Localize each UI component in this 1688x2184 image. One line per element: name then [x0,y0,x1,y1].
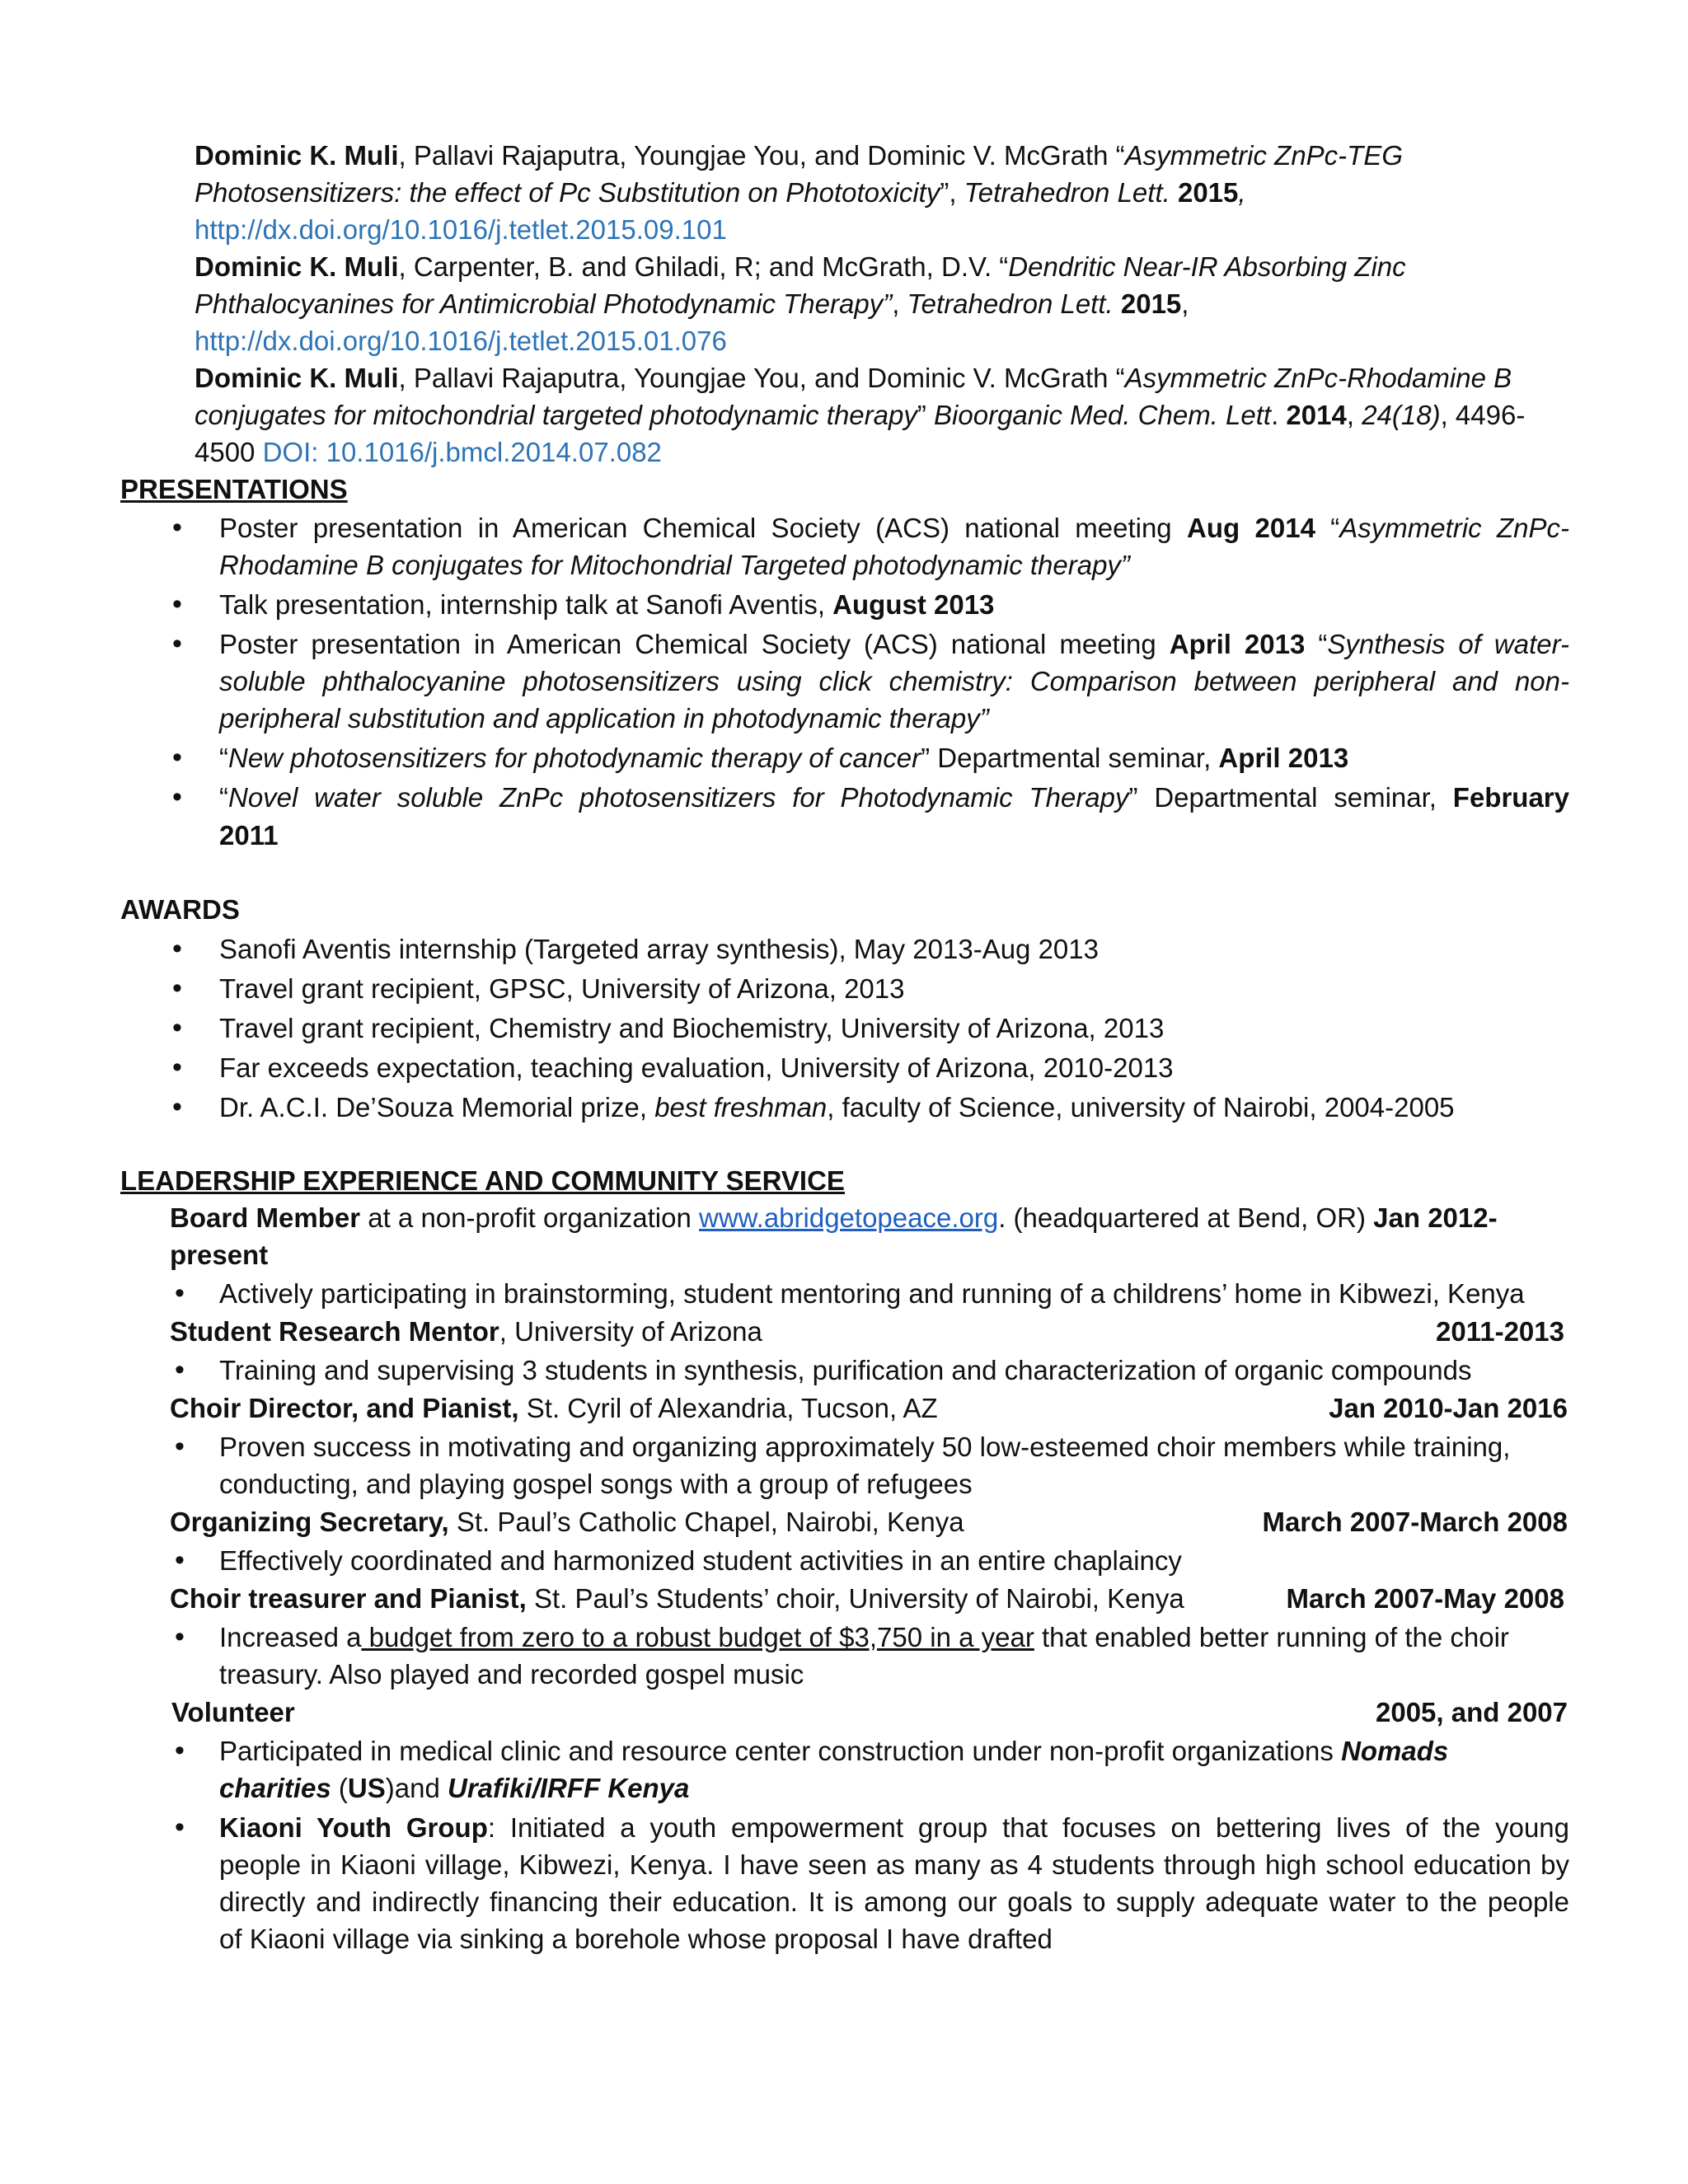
treasurer-bullet-cont: treasury. Also played and recorded gospel music [219,1659,804,1690]
presentation-title: Novel water soluble ZnPc photosensitizers for Photodynamic Therapy [228,782,1129,813]
publication-1-line-2 [195,174,1246,211]
publication-punct: . [1271,400,1287,430]
presentation-item-3 [219,626,1569,663]
leadership-heading: LEADERSHIP EXPERIENCE AND COMMUNITY SERVICE [120,1165,845,1196]
awards-heading: AWARDS [120,894,240,925]
publication-journal: Tetrahedron Lett. [907,288,1114,319]
org-name: charities [219,1773,331,1803]
publication-3-line-3 [195,434,662,471]
role-title: Choir Director, and Pianist, [170,1393,519,1423]
bullet-icon [170,1619,190,1656]
publication-year: 2015 [1177,177,1239,208]
publication-title: Dendritic Near-IR Absorbing Zinc [1008,251,1406,282]
award-item: Far exceeds expectation, teaching evaluation, University of Arizona, 2010-2013 [219,1052,1174,1083]
treasurer-bullet [219,1619,1509,1656]
publication-authors: , Carpenter, B. and Ghiladi, R; and McGrath, D.V. “ [398,251,1009,282]
bullet-icon [167,779,187,816]
treasurer-text-underlined: budget from zero to a robust budget of $3,750 in a year [361,1622,1034,1652]
bullet-icon [167,930,187,968]
publication-title: Asymmetric ZnPc-TEG [1124,140,1404,171]
volunteer-date: 2005, and 2007 [1376,1697,1568,1727]
secretary-bullet: Effectively coordinated and harmonized student activities in an entire chaplaincy [219,1545,1182,1576]
kiaoni-text: : Initiated a youth empowerment group that focuses on bettering lives of the young [487,1812,1570,1843]
publication-pages: , 4496- [1440,400,1526,430]
publication-author: Dominic K. Muli [195,140,399,171]
treasurer-line [170,1580,1184,1617]
bullet-icon [167,1089,187,1126]
role-date: Jan 2012- [1373,1202,1498,1233]
volunteer-title: Volunteer [171,1697,295,1727]
bullet-icon [170,1352,190,1389]
award-item: Travel grant recipient, GPSC, University of Arizona, 2013 [219,973,905,1004]
role-org: St. Paul’s Catholic Chapel, Nairobi, Kenya [448,1507,964,1537]
publication-journal: Tetrahedron Lett. [964,177,1170,208]
role-org: St. Paul’s Students’ choir, University of Nairobi, Kenya [526,1583,1184,1614]
choir-director-date: Jan 2010-Jan 2016 [1329,1393,1568,1423]
publication-punct: ”, [940,177,964,208]
bullet-icon [167,1010,187,1047]
presentation-title: Asymmetric ZnPc- [1339,513,1569,543]
role-text: at a non-profit organization [360,1202,699,1233]
presentation-quote: “ [1305,629,1328,659]
presentation-text: ” Departmental seminar, [921,743,1219,773]
award-item: Travel grant recipient, Chemistry and Biochemistry, University of Arizona, 2013 [219,1013,1165,1043]
bullet-icon [167,586,187,623]
presentation-text: Poster presentation in American Chemical Society (ACS) national meeting [219,629,1170,659]
publication-title: Asymmetric ZnPc-Rhodamine B [1124,363,1512,393]
bullet-icon [170,1809,190,1846]
presentation-item-5-cont: 2011 [219,820,279,851]
presentation-item-1-cont: Rhodamine B conjugates for Mitochondrial Targeted photodynamic therapy” [219,550,1130,580]
presentation-date: April 2013 [1169,629,1306,659]
presentation-item-4 [219,739,1348,776]
award-item [219,1089,1455,1126]
country-code: US [347,1773,386,1803]
publication-1-line-1 [195,137,1403,174]
publication-author: Dominic K. Muli [195,363,399,393]
presentation-item-1 [219,509,1569,546]
choir-director-bullet-cont: conducting, and playing gospel songs with a group of refugees [219,1469,973,1499]
presentation-date: Aug 2014 [1187,513,1315,543]
role-title: Board Member [170,1202,361,1233]
bullet-icon [170,1275,190,1312]
presentation-item-2 [219,586,994,623]
presentation-item-3-cont: soluble phthalocyanine photosensitizers using click chemistry: Comparison between peripheral and non- [219,666,1569,696]
publication-1-link[interactable]: http://dx.doi.org/10.1016/j.tetlet.2015.09.101 [195,214,727,245]
publication-authors: , Pallavi Rajaputra, Youngjae You, and Dominic V. McGrath “ [398,140,1125,171]
treasurer-text: Increased a [219,1622,362,1652]
publication-punct: ” [917,400,935,430]
volunteer-text: ( [331,1773,348,1803]
publication-3-line-2: conjugates for mitochondrial targeted photodynamic therapy” Bioorganic Med. Chem. Lett. 2014, 24(18), 4496- [195,400,1526,430]
award-item: Sanofi Aventis internship (Targeted array synthesis), May 2013-Aug 2013 [219,934,1099,964]
volunteer-bullet-1 [219,1732,1448,1769]
award-text-italic: best freshman [654,1092,828,1122]
publication-3-line-1 [195,359,1512,396]
presentation-title: Synthesis of water- [1327,629,1569,659]
presentations-heading: PRESENTATIONS [120,474,348,504]
publication-punct: , [1181,288,1189,319]
mentor-date: 2011-2013 [1436,1316,1564,1347]
volunteer-text: Participated in medical clinic and resource center construction under non-profit organizations [219,1736,1342,1766]
volunteer-bullet-1-cont [219,1769,689,1807]
publication-volume: 24(18) [1362,400,1441,430]
bullet-icon [170,1732,190,1769]
award-text: , faculty of Science, university of Nairobi, 2004-2005 [827,1092,1455,1122]
publication-doi-link[interactable]: DOI: 10.1016/j.bmcl.2014.07.082 [262,437,662,467]
choir-director-bullet: Proven success in motivating and organizing approximately 50 low-esteemed choir members while training, [219,1432,1511,1462]
presentation-quote: “ [219,782,228,813]
mentor-line [170,1313,762,1350]
presentation-text: Poster presentation in American Chemical Society (ACS) national meeting [219,513,1188,543]
presentation-text: ” Departmental seminar, [1128,782,1453,813]
bullet-icon [170,1542,190,1579]
secretary-line [170,1503,964,1540]
publication-2-line-2 [195,285,1189,322]
treasurer-text: that enabled better running of the choir [1034,1622,1509,1652]
presentation-item-5 [219,779,1569,816]
abridgetopeace-link[interactable]: www.abridgetopeace.org [698,1202,999,1233]
publication-punct: , [1238,177,1246,208]
publication-title: conjugates for mitochondrial targeted photodynamic therapy [195,400,917,430]
choir-director-line [170,1390,938,1427]
publication-2-line-1 [195,248,1406,285]
publication-pages: 4500 [195,437,263,467]
mentor-bullet: Training and supervising 3 students in synthesis, purification and characterization of organic compounds [219,1355,1472,1385]
kiaoni-title: Kiaoni Youth Group [219,1812,488,1843]
publication-title: Phthalocyanines for Antimicrobial Photodynamic Therapy” [195,288,893,319]
publication-authors: , Pallavi Rajaputra, Youngjae You, and Dominic V. McGrath “ [398,363,1125,393]
treasurer-date: March 2007-May 2008 [1286,1583,1564,1614]
role-title: Choir treasurer and Pianist, [170,1583,527,1614]
bullet-icon [170,1428,190,1465]
kiaoni-bullet-cont: directly and indirectly financing their education. It is among our goals to supply adequate water to the people [219,1886,1569,1917]
publication-2-link[interactable]: http://dx.doi.org/10.1016/j.tetlet.2015.01.076 [195,326,727,356]
board-member-bullet: Actively participating in brainstorming, student mentoring and running of a childrens’ home in Kibwezi, Kenya [219,1278,1525,1309]
publication-journal: Bioorganic Med. Chem. Lett [934,400,1272,430]
publication-year: 2014 [1286,400,1347,430]
presentation-item-3-cont: peripheral substitution and application in photodynamic therapy” [219,703,989,733]
bullet-icon [167,509,187,546]
publication-title: Photosensitizers: the effect of Pc Substitution on Phototoxicity [195,177,940,208]
award-text: Dr. A.C.I. De’Souza Memorial prize, [219,1092,655,1122]
secretary-date: March 2007-March 2008 [1262,1507,1568,1537]
role-text: . (headquartered at Bend, OR) [998,1202,1374,1233]
publication-punct: , [892,288,907,319]
presentation-quote: “ [1315,513,1340,543]
volunteer-text: )and [385,1773,448,1803]
bullet-icon [167,739,187,776]
publication-author: Dominic K. Muli [195,251,399,282]
org-name: Nomads [1341,1736,1449,1766]
publication-year: 2015 [1120,288,1182,319]
presentation-title: New photosensitizers for photodynamic therapy of cancer [228,743,921,773]
org-name: Urafiki/IRFF Kenya [447,1773,690,1803]
role-title: Student Research Mentor [170,1316,499,1347]
bullet-icon [167,1049,187,1086]
presentation-date: April 2013 [1218,743,1349,773]
role-org: , University of Arizona [499,1316,762,1347]
board-member-line [170,1199,1498,1236]
role-title: Organizing Secretary, [170,1507,449,1537]
presentation-date: February [1452,782,1569,813]
presentation-quote: “ [219,743,228,773]
role-org: St. Cyril of Alexandria, Tucson, AZ [518,1393,938,1423]
kiaoni-bullet-cont: people in Kiaoni village, Kibwezi, Kenya. I have seen as many as 4 students through high school education by [219,1849,1569,1880]
kiaoni-bullet-cont: of Kiaoni village via sinking a borehole whose proposal I have drafted [219,1924,1053,1954]
board-member-date-cont: present [170,1240,269,1270]
bullet-icon [167,626,187,663]
presentation-text: Talk presentation, internship talk at Sanofi Aventis, [219,589,833,620]
bullet-icon [167,970,187,1007]
kiaoni-bullet [219,1809,1569,1846]
presentation-date: August 2013 [832,589,995,620]
